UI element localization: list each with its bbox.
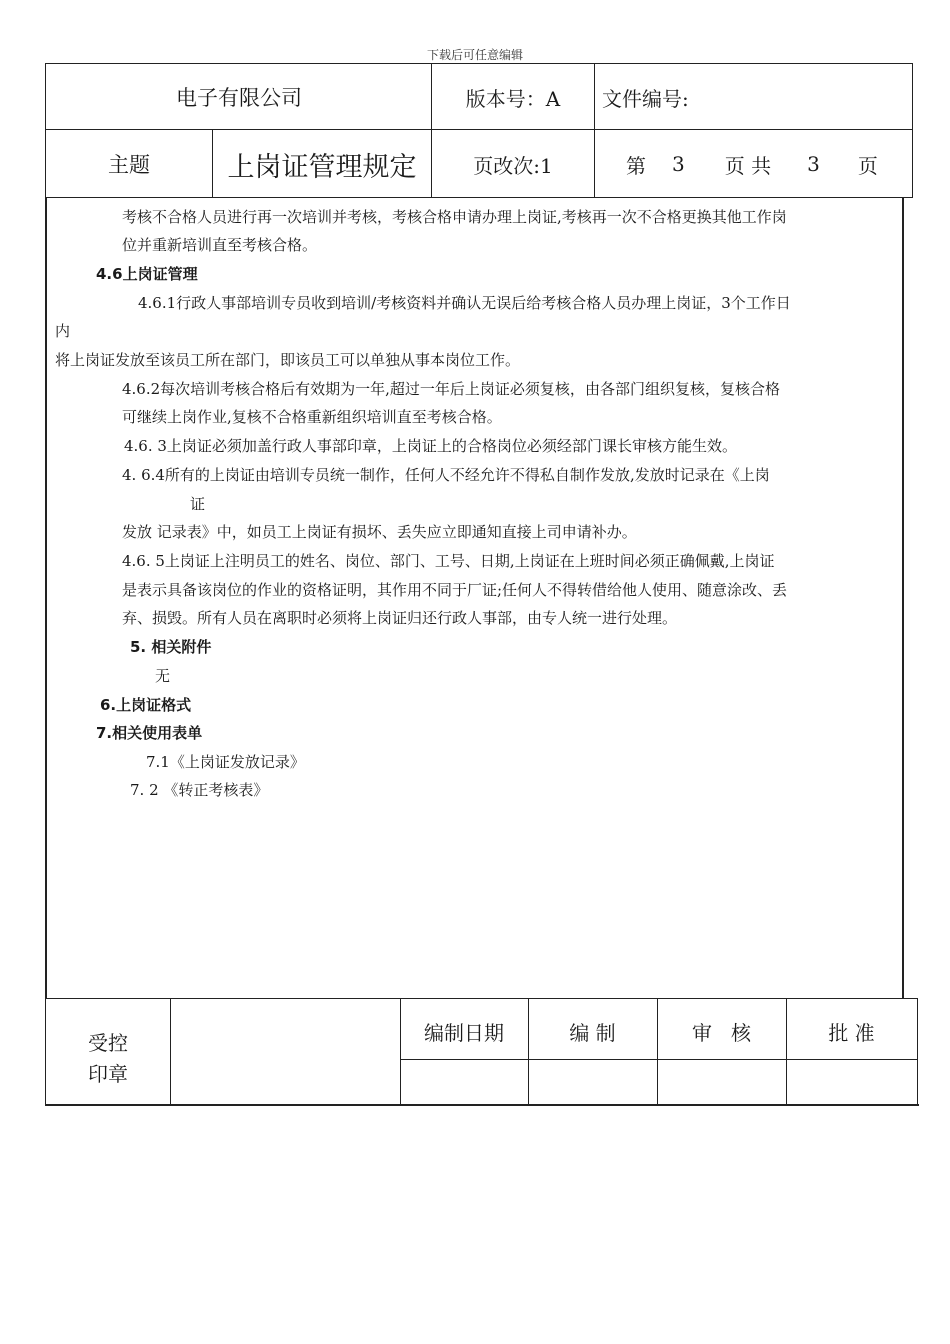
- item-4-6-1-line-3: 将上岗证发放至该员工所在部门，即该员工可以单独从事本岗位工作。: [55, 351, 521, 369]
- company-name: 电子有限公司: [176, 86, 302, 110]
- topic-label: 主题: [108, 153, 150, 177]
- item-4-6-5-line-1: 4.6. 5上岗证上注明员工的姓名、岗位、部门、工号、日期,上岗证在上班时间必须正确佩戴,上岗证: [122, 552, 775, 570]
- review-value: [658, 1060, 786, 1104]
- prepare-value: [529, 1060, 657, 1104]
- page-ye: 页: [857, 153, 878, 178]
- header-right-border: [912, 63, 913, 198]
- item-4-6-4-line-1: 4. 6.4所有的上岗证由培训专员统一制作，任何人不经允许不得私自制作发放,发放时记录在《上岗: [122, 466, 770, 484]
- footer-right-border: [917, 998, 918, 1105]
- approve-value: [787, 1060, 917, 1104]
- section-6-heading: 6.上岗证格式: [100, 696, 192, 714]
- item-4-6-2-line-2: 可继续上岗作业,复核不合格重新组织培训直至考核合格。: [122, 408, 502, 426]
- item-4-6-1-line-1: 4.6.1行政人事部培训专员收到培训/考核资料并确认无误后给考核合格人员办理上岗证，3个工作日: [138, 294, 791, 312]
- document-title: 上岗证管理规定: [227, 151, 417, 183]
- body-line-2: 位并重新培训直至考核合格。: [122, 236, 318, 254]
- item-4-6-1-line-2: 内: [55, 322, 71, 340]
- prepare-date-value: [401, 1060, 528, 1104]
- section-5-heading: 5. 相关附件: [130, 638, 212, 656]
- body-left-border: [45, 198, 47, 998]
- item-7-1: 7.1《上岗证发放记录》: [146, 753, 305, 771]
- prepare-label: 编 制: [569, 1020, 616, 1045]
- seal-area: [171, 999, 400, 1104]
- approve-label: 批 准: [828, 1020, 875, 1045]
- page-di: 第: [626, 153, 646, 178]
- footer-bottom-border: [45, 1104, 919, 1106]
- revision-number: 页改次:1: [473, 153, 553, 178]
- prepare-date-label: 编制日期: [424, 1020, 504, 1045]
- item-4-6-5-line-3: 弃、损毁。所有人员在离职时必须将上岗证归还行政人事部，由专人统一进行处理。: [122, 609, 678, 627]
- item-4-6-2-line-1: 4.6.2每次培训考核合格后有效期为一年,超过一年后上岗证必须复核，由各部门组织复核，复核合格: [122, 380, 780, 398]
- page-info: [600, 130, 904, 198]
- body-line-1: 考核不合格人员进行再一次培训并考核，考核合格申请办理上岗证,考核再一次不合格更换其他工作岗: [122, 208, 787, 226]
- header-divider-2: [594, 63, 595, 198]
- page-gong: 页 共: [724, 153, 772, 178]
- section-7-heading: 7.相关使用表单: [96, 724, 203, 742]
- item-4-6-5-line-2: 是表示具备该岗位的作业的资格证明，其作用不同于厂证;任何人不得转借给他人使用、随意涂改、丢: [122, 581, 788, 599]
- section-5-none: 无: [155, 667, 171, 685]
- version-number: 版本号：A: [465, 86, 561, 111]
- review-label: 审 核: [691, 1020, 752, 1045]
- body-right-border: [902, 198, 904, 998]
- page-total: 3: [807, 152, 820, 176]
- seal-label-line-2: 印章: [88, 1061, 128, 1086]
- watermark: 下载后可任意编辑: [426, 48, 523, 62]
- file-number: 文件编号:: [602, 86, 689, 111]
- item-4-6-4-line-2: 证: [190, 495, 206, 513]
- item-4-6-4-line-3: 发放 记录表》中，如员工上岗证有损坏、丢失应立即通知直接上司申请补办。: [122, 523, 637, 541]
- item-4-6-3: 4.6. 3上岗证必须加盖行政人事部印章，上岗证上的合格岗位必须经部门课长审核方能生效。: [124, 437, 737, 455]
- seal-label-line-1: 受控: [88, 1030, 128, 1055]
- item-7-2: 7. 2 《转正考核表》: [130, 781, 269, 799]
- page-current: 3: [672, 152, 685, 176]
- section-4-6-heading: 4.6上岗证管理: [96, 265, 198, 283]
